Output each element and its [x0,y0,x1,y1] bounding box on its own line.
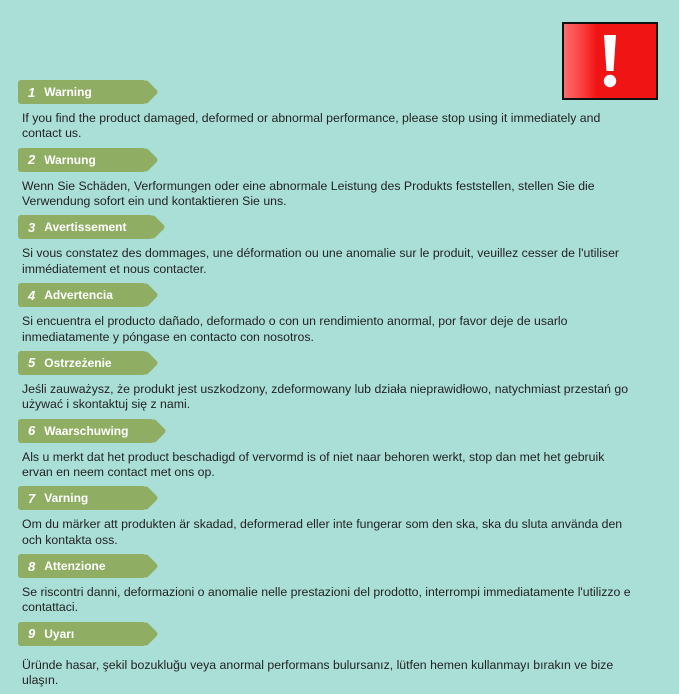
list-item [18,554,643,616]
warning-text: Se riscontri danni, deformazioni o anomalie nelle prestazioni del prodotto, interrompi immediatamente l'utilizzo e contattaci. [22,585,631,615]
warning-title: Varning [44,491,89,506]
list-item [18,351,643,413]
warning-banner [18,419,154,443]
list-item [18,148,643,210]
warning-text: Si vous constatez des dommages, une déformation ou une anomalie sur le produit, veuillez cesser de l'utiliser immédiatement et nous contacter. [22,246,620,276]
warning-text: Si encuentra el producto dañado, deformado o con un rendimiento anormal, por favor deje de usarlo inmediatamente y póngase en contacto con nosotros. [22,314,568,344]
list-item [18,80,643,142]
warning-banner [18,215,153,239]
warning-banner [18,80,146,104]
warning-title: Waarschuwing [44,423,129,438]
warning-number: 9 [28,626,36,642]
warning-text: Als u merkt dat het product beschadigd of vervormd is of niet naar behoren werkt, stop dan met het gebruik ervan en neem contact met ons op. [22,449,605,479]
warning-text: Wenn Sie Schäden, Verformungen oder eine abnormale Leistung des Produkts feststellen, stellen Sie die Verwendung sofort ein und kontaktieren Sie uns. [22,178,595,209]
warning-text: Üründe hasar, şekil bozukluğu veya anormal performans bulursanız, lütfen hemen kullanmayı bırakın ve bize ulaşın. [22,657,614,688]
warning-banner [18,351,146,375]
warning-title: Attenzione [44,559,106,574]
warning-banner [18,148,146,172]
warning-number: 8 [28,558,36,574]
warning-list [18,80,643,694]
warning-number: 2 [28,152,36,168]
warning-title: Warnung [44,152,96,167]
list-item [18,622,643,689]
list-item [18,283,643,345]
list-item [18,419,643,481]
warning-title: Warning [44,85,92,99]
warning-number: 7 [28,490,36,506]
warning-number: 5 [28,355,36,371]
list-item [18,486,643,548]
warning-title: Advertencia [44,288,113,303]
warning-title: Uyarı [44,626,75,641]
list-item [18,215,643,277]
warning-banner [18,283,146,307]
warning-number: 4 [28,287,36,303]
warning-banner [18,486,146,510]
warning-number: 3 [28,219,36,235]
warning-text: Om du märker att produkten är skadad, deformerad eller inte fungerar som den ska, ska du sluta använda den och kontakta oss. [22,517,623,547]
warning-text: Jeśli zauważysz, że produkt jest uszkodzony, zdeformowany lub działa nieprawidłowo, natychmiast przestań go używać i skontaktuj się z nami. [22,381,629,412]
warning-number: 1 [28,84,36,100]
warning-title: Ostrzeżenie [44,355,112,370]
warning-banner [18,554,146,578]
warning-title: Avertissement [44,220,127,235]
warning-text: If you find the product damaged, deformed or abnormal performance, please stop using it immediately and contact us. [22,111,601,141]
warning-number: 6 [28,423,36,439]
warning-banner [18,622,146,646]
